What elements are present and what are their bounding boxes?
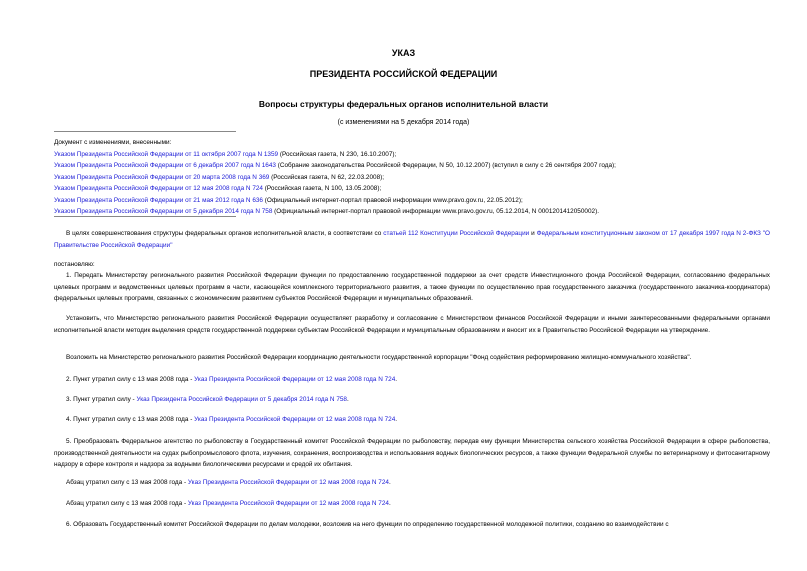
paragraph-1c: Возложить на Министерство регионального развития Российской Федерации координацию деятельности государственной корпорации "Фонд содействия реформированию жилищно-коммунального хозяйства". — [66, 354, 692, 361]
paragraph-3: 3. Пункт утратил силу - Указ Президента Российской Федерации от 5 декабря 2014 года N 758. — [66, 396, 349, 403]
paragraph-5a: Абзац утратил силу с 13 мая 2008 года - Указ Президента Российской Федерации от 12 мая 2008 года N 724. — [66, 479, 391, 486]
change-link[interactable]: Указом Президента Российской Федерации от 12 мая 2008 года N 724 — [54, 185, 263, 192]
paragraph-1b: Установить, что Министерство регионального развития Российской Федерации осуществляет разработку и согласование с Министерством финансов Российской Федерации и иными заинтересованными федеральными органами исполнительной власти методик выделения средств государственной поддержки субъектам Российской Федерации и муниципальным образованиям и вносит их в Правительство Российской Федерации на утверждение. — [54, 315, 770, 334]
constitution-link[interactable]: статьей 112 Конституции Российской Федерации — [383, 230, 530, 237]
change-link[interactable]: Указом Президента Российской Федерации от 5 декабря 2014 года N 758 — [54, 208, 273, 215]
decree-word: постановляю: — [54, 261, 95, 268]
change-source: (Российская газета, N 230, 16.10.2007); — [278, 150, 397, 158]
decree-link[interactable]: Указ Президента Российской Федерации от 12 мая 2008 года N 724 — [187, 500, 389, 507]
revision-note: (с изменениями на 5 декабря 2014 года) — [337, 119, 470, 126]
change-link[interactable]: Указом Президента Российской Федерации от 20 марта 2008 года N 369 — [54, 173, 270, 181]
preamble: В целях совершенствования структуры федеральных органов исполнительной власти, в соответствии со статьей 112 Конституции Российской Федерации и Федеральным конституционным законом от 17 декабря 1997 года N 2-ФКЗ "О Правительстве Российской Федерации" — [54, 230, 770, 249]
paragraph-2: 2. Пункт утратил силу с 13 мая 2008 года - Указ Президента Российской Федерации от 12 мая 2008 года N 724. — [66, 376, 398, 383]
divider-top — [54, 131, 236, 132]
paragraph-4: 4. Пункт утратил силу с 13 мая 2008 года - Указ Президента Российской Федерации от 12 мая 2008 года N 724. — [66, 416, 398, 423]
change-item — [54, 160, 616, 172]
divider-bottom — [54, 216, 236, 217]
change-source: (Собрание законодательства Российской Федерации, N 50, 10.12.2007) (вступил в силу с 26 сентября 2007 года); — [275, 162, 616, 169]
issuer-heading: ПРЕЗИДЕНТА РОССИЙСКОЙ ФЕДЕРАЦИИ — [309, 69, 498, 79]
paragraph-5b: Абзац утратил силу с 13 мая 2008 года - Указ Президента Российской Федерации от 12 мая 2008 года N 724. — [66, 500, 391, 507]
paragraph-1: 1. Передать Министерству регионального развития Российской Федерации функции по предоставлению государственной поддержки за счет средств Инвестиционного фонда Российской Федерации, согласованию федеральных целевых программ и ведомственных целевых программ в части, касающейся комплексного территориального развития, а также функции по осуществлению прав государственного заказчика (государственного заказчика-координатора) федеральных целевых программ, связанных с экономическим развитием субъектов Российской Федерации и муниципальных образований. — [54, 272, 770, 302]
doc-type-heading: УКАЗ — [391, 48, 416, 58]
change-source: (Российская газета, N 100, 13.05.2008); — [263, 185, 382, 192]
decree-link[interactable]: Указ Президента Российской Федерации от 12 мая 2008 года N 724 — [194, 416, 396, 423]
federal-law-link[interactable]: Федеральным конституционным законом от 17 декабря 1997 года N 2-ФКЗ "О Правительстве Российской Федерации" — [54, 230, 770, 249]
document-title: Вопросы структуры федеральных органов исполнительной власти — [258, 99, 549, 109]
change-item — [54, 149, 616, 161]
change-item — [54, 183, 616, 195]
change-link[interactable]: Указом Президента Российской Федерации от 6 декабря 2007 года N 1643 — [54, 162, 276, 169]
changes-intro: Документ с изменениями, внесенными: — [54, 139, 172, 146]
paragraph-5: 5. Преобразовать Федеральное агентство по рыболовству в Государственный комитет Российской Федерации по рыболовству, передав ему функции Министерства сельского хозяйства Российской Федерации в сфере рыболовства, производственной деятельности на судах рыбопромыслового флота, изучения, сохранения, воспроизводства и использования водных биологических ресурсов, а также функции Федеральной службы по ветеринарному и фитосанитарному надзору в сфере контроля и надзора за водными биологическими ресурсами и средой их обитания. — [54, 438, 770, 468]
change-source: (Официальный интернет-портал правовой информации www.pravo.gov.ru, 22.05.2012); — [263, 196, 523, 204]
change-item — [54, 195, 616, 207]
change-link[interactable]: Указом Президента Российской Федерации от 11 октября 2007 года N 1359 — [54, 150, 279, 158]
decree-link[interactable]: Указ Президента Российской Федерации от 12 мая 2008 года N 724 — [194, 376, 396, 383]
change-item — [54, 172, 616, 184]
paragraph-6: 6. Образовать Государственный комитет Российской Федерации по делам молодежи, возложив на него функции по определению государственной молодежной политики, созданию во взаимодействии с — [66, 521, 669, 528]
change-source: (Российская газета, N 62, 22.03.2008); — [269, 173, 385, 181]
decree-link[interactable]: Указ Президента Российской Федерации от 12 мая 2008 года N 724 — [187, 479, 389, 486]
decree-link[interactable]: Указ Президента Российской Федерации от 5 декабря 2014 года N 758 — [136, 396, 347, 403]
changes-list — [54, 137, 616, 218]
change-source: (Официальный интернет-портал правовой информации www.pravo.gov.ru, 05.12.2014, N 0001201412050002). — [272, 208, 599, 215]
change-link[interactable]: Указом Президента Российской Федерации от 21 мая 2012 года N 636 — [54, 196, 263, 204]
